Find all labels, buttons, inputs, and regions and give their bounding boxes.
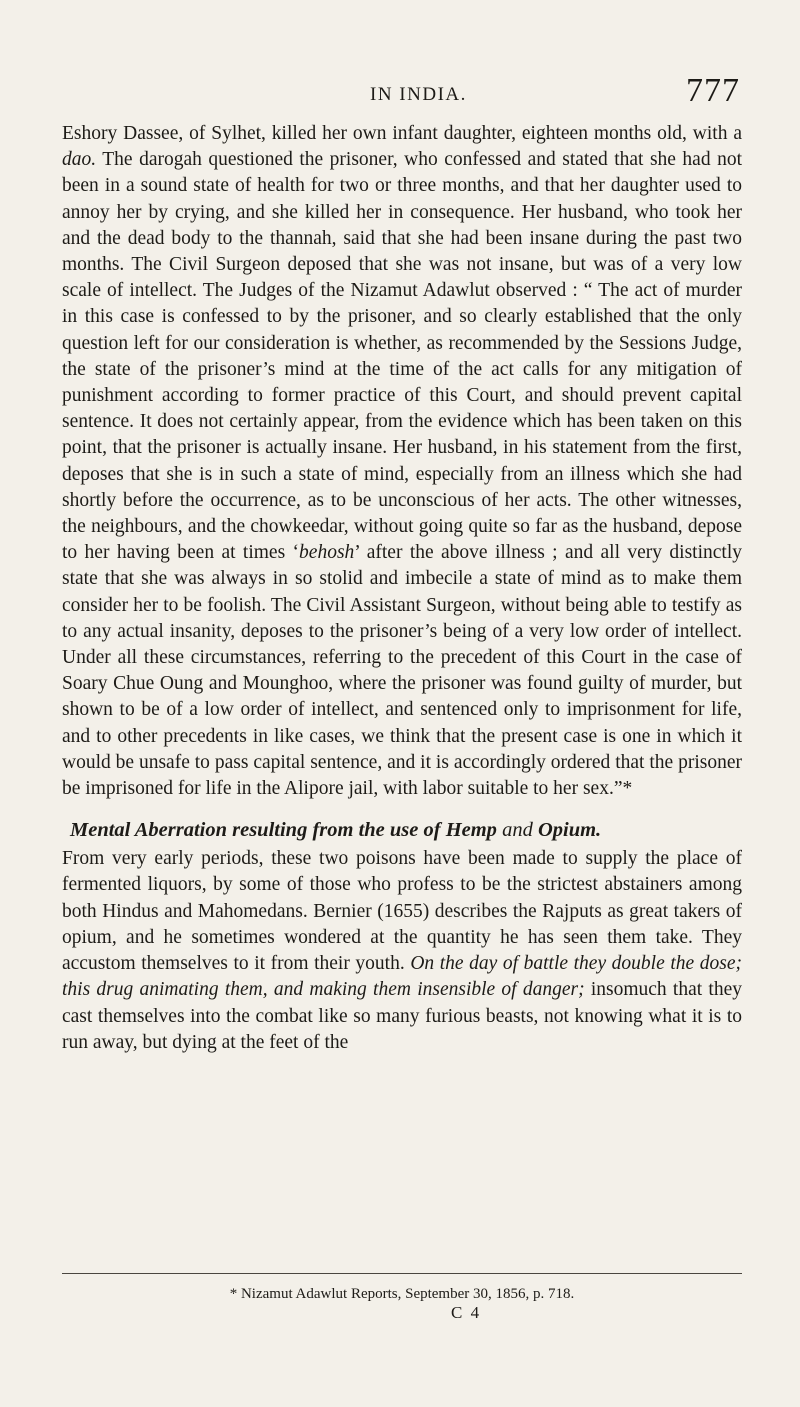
- running-head: IN INDIA.: [370, 84, 467, 105]
- italic-quote: On the day of battle they double the dose; this drug animating them, and making them insensible of danger;: [62, 953, 742, 1001]
- paragraph-text: Eshory Dassee, of Sylhet, killed her own infant daughter, eighteen months old, with a: [62, 123, 742, 144]
- page-body: [62, 121, 742, 1056]
- signature-mark: C 4: [451, 1303, 482, 1322]
- italic-term-behosh: behosh: [299, 542, 355, 564]
- page-number: 777: [686, 72, 740, 109]
- paragraph-text: ’ after the above illness ; and all very distinctly state that she was always in so stolid and imbecile a state of mind as to make them consider her to be foolish. The Civil Assistant Surgeon, without being able to testify as to any actual insanity, deposes to the prisoner’s being of a very low order of intellect. Under all these circumstances, referring to the precedent of this Court in the case of Soary Chue Oung and Mounghoo, where the prisoner was found guilty of murder, but shown to be of a low order of intellect, and sentenced only to imprisonment for life, and to other precedents in like cases, we think that the present case is one in which it would be unsafe to pass capital sentence, and it is accordingly ordered that the prisoner be imprisoned for life in the Alipore jail, with labor suitable to her sex.”*: [62, 542, 742, 800]
- page-header: [0, 72, 800, 112]
- footnote-divider: [62, 1273, 742, 1274]
- heading-connector: and: [496, 819, 538, 842]
- paragraph-eshory-dassee: [62, 121, 742, 802]
- paragraph-text: insomuch that they cast themselves into the combat like so many furious beasts, not knowing what it is to run away, but dying at the feet of the: [62, 979, 742, 1053]
- paragraph-text: From very early periods, these two poisons have been made to supply the place of fermented liquors, by some of those who profess to be the strictest abstainers among both Hindus and Mahomedans. Bernier (1655) describes the Rajputs as great takers of opium, and he sometimes wondered at the quantity he has seen them take. They accustom themselves to it from their youth.: [62, 848, 742, 975]
- section-heading: [62, 816, 742, 844]
- heading-text: Mental Aberration resulting from the use of Hemp: [70, 819, 497, 842]
- paragraph-text: The darogah questioned the prisoner, who confessed and stated that she had not been in a sound state of health for two or three months, and that her daughter used to annoy her by crying, and she killed her in consequence. Her husband, who took her and the dead body to the thannah, said that she had been insane during the past two months. The Civil Surgeon deposed that she was not insane, but was of a very low scale of intellect. The Judges of the Nizamut Adawlut observed : “ The act of murder in this case is confessed to by the prisoner, and so clearly established that the only question left for our consideration is whether, as recommended by the Sessions Judge, the state of the prisoner’s mind at the time of the act calls for any mitigation of punishment according to former practice of this Court, and should prevent capital sentence. It does not certainly appear, from the evidence which has been taken on this point, that the prisoner is actually insane. Her husband, in his statement from the first, deposes that she is in such a state of mind, especially from an illness which she had shortly before the occurrence, as to be unconscious of her acts. The other witnesses, the neighbours, and the chowkeedar, without going quite so far as the husband, depose to her having been at times ‘: [62, 149, 742, 564]
- footnote: * Nizamut Adawlut Reports, September 30, 1856, p. 718.: [229, 1286, 575, 1302]
- italic-term-dao: dao.: [62, 149, 97, 171]
- heading-text: Opium.: [537, 819, 602, 842]
- paragraph-hemp-opium: [62, 846, 742, 1056]
